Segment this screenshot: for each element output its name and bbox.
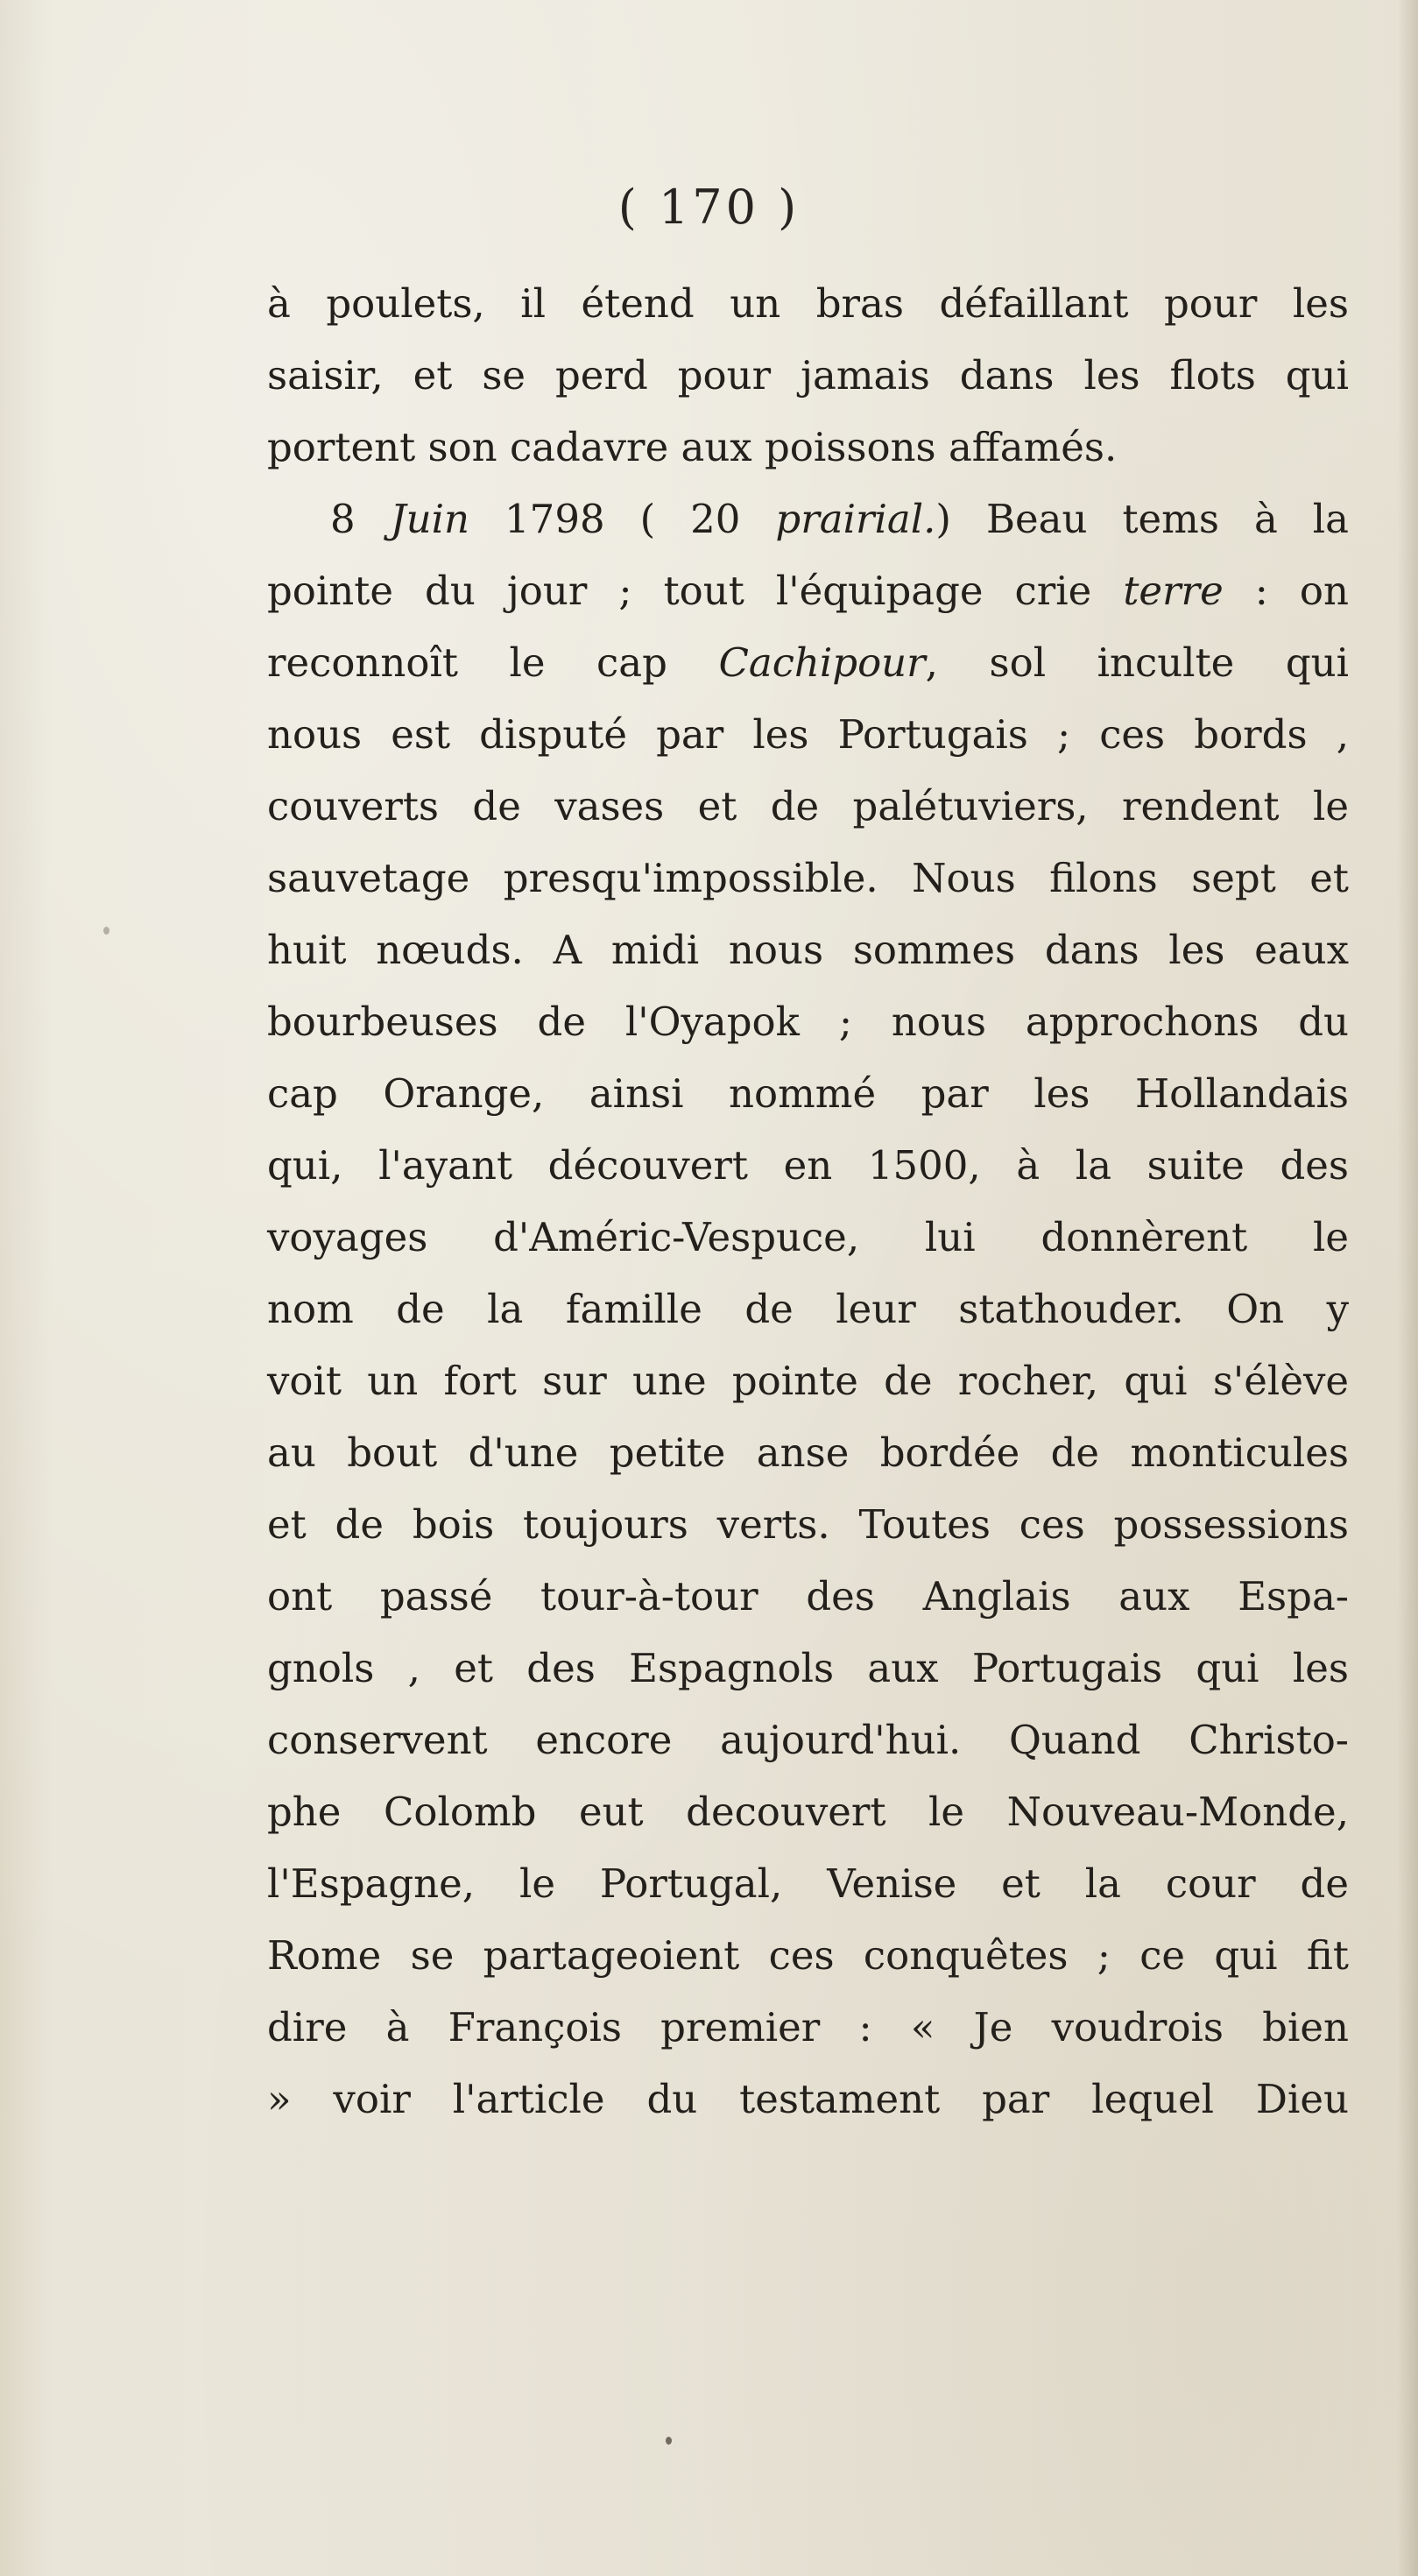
- text-run: à poulets, il étend un bras défaillant pour les: [267, 280, 1349, 327]
- text-line: [267, 986, 1349, 1058]
- text-line: [267, 1704, 1349, 1776]
- text-line: [267, 1130, 1349, 1202]
- text-run: ) Beau tems à la: [935, 496, 1350, 542]
- ink-speck: [103, 927, 109, 935]
- text-line: [267, 555, 1349, 627]
- text-run: et de bois toujours verts. Toutes ces possessions: [267, 1501, 1349, 1548]
- text-run: couverts de vases et de palétuviers, rendent le: [267, 783, 1349, 829]
- text-run: , sol inculte qui: [925, 639, 1349, 686]
- text-run: qui, l'ayant découvert en 1500, à la suite des: [267, 1142, 1349, 1189]
- text-line: [267, 1274, 1349, 1345]
- text-run: reconnoît le cap: [267, 639, 719, 686]
- text-line: [267, 1202, 1349, 1274]
- text-line: [267, 1489, 1349, 1561]
- text-line: [267, 1992, 1349, 2064]
- text-run: Rome se partageoient ces conquêtes ; ce qui fit: [267, 1932, 1349, 1979]
- text-run: ont passé tour-à-tour des Anglais aux Espa-: [267, 1573, 1349, 1620]
- text-run: saisir, et se perd pour jamais dans les flots qui: [267, 352, 1349, 399]
- text-line: [267, 1417, 1349, 1489]
- text-line: [267, 2064, 1349, 2135]
- page-number: ( 170 ): [617, 180, 801, 235]
- text-line: [267, 412, 1349, 483]
- text-run: nom de la famille de leur stathouder. On y: [267, 1286, 1349, 1332]
- text-line: [267, 1058, 1349, 1130]
- text-run: portent son cadavre aux poissons affamés.: [267, 424, 1118, 470]
- italic-text: Juin: [390, 496, 470, 542]
- text-run: » voir l'article du testament par lequel Dieu: [267, 2076, 1349, 2122]
- text-run: voyages d'Améric-Vespuce, lui donnèrent le: [267, 1214, 1349, 1260]
- text-line: [267, 340, 1349, 412]
- text-line: [267, 1561, 1349, 1633]
- text-run: 1798 ( 20: [469, 496, 776, 542]
- text-run: nous est disputé par les Portugais ; ces bords ,: [267, 711, 1349, 758]
- text-line: [267, 843, 1349, 914]
- text-line: [267, 1776, 1349, 1848]
- text-run: pointe du jour ; tout l'équipage crie: [267, 568, 1124, 614]
- text-line: [267, 699, 1349, 771]
- page-binding-shadow: [1397, 0, 1418, 2576]
- text-line: [267, 483, 1349, 555]
- body-text: [267, 268, 1349, 2135]
- text-line: [267, 1345, 1349, 1417]
- text-line: [267, 627, 1349, 699]
- text-run: dire à François premier : « Je voudrois bien: [267, 2004, 1349, 2050]
- text-run: voit un fort sur une pointe de rocher, qui s'élève: [267, 1358, 1349, 1404]
- text-run: sauvetage presqu'impossible. Nous filons sept et: [267, 855, 1349, 901]
- text-run: l'Espagne, le Portugal, Venise et la cour de: [267, 1860, 1349, 1907]
- text-run: gnols , et des Espagnols aux Portugais qui les: [267, 1645, 1349, 1691]
- ink-speck: [666, 2437, 672, 2445]
- text-line: [267, 1848, 1349, 1920]
- text-run: huit nœuds. A midi nous sommes dans les eaux: [267, 927, 1349, 973]
- text-run: phe Colomb eut decouvert le Nouveau-Monde,: [267, 1789, 1349, 1835]
- text-run: 8: [330, 496, 391, 542]
- text-line: [267, 914, 1349, 986]
- text-run: : on: [1223, 568, 1350, 614]
- italic-text: prairial.: [775, 496, 936, 542]
- text-line: [267, 771, 1349, 843]
- text-line: [267, 1633, 1349, 1704]
- italic-text: terre: [1123, 568, 1224, 614]
- text-run: cap Orange, ainsi nommé par les Hollandais: [267, 1070, 1349, 1117]
- text-line: [267, 268, 1349, 340]
- text-run: au bout d'une petite anse bordée de monticules: [267, 1429, 1349, 1476]
- text-run: bourbeuses de l'Oyapok ; nous approchons du: [267, 999, 1349, 1045]
- text-run: conservent encore aujourd'hui. Quand Christo-: [267, 1717, 1349, 1763]
- italic-text: Cachipour: [718, 639, 926, 686]
- text-line: [267, 1920, 1349, 1992]
